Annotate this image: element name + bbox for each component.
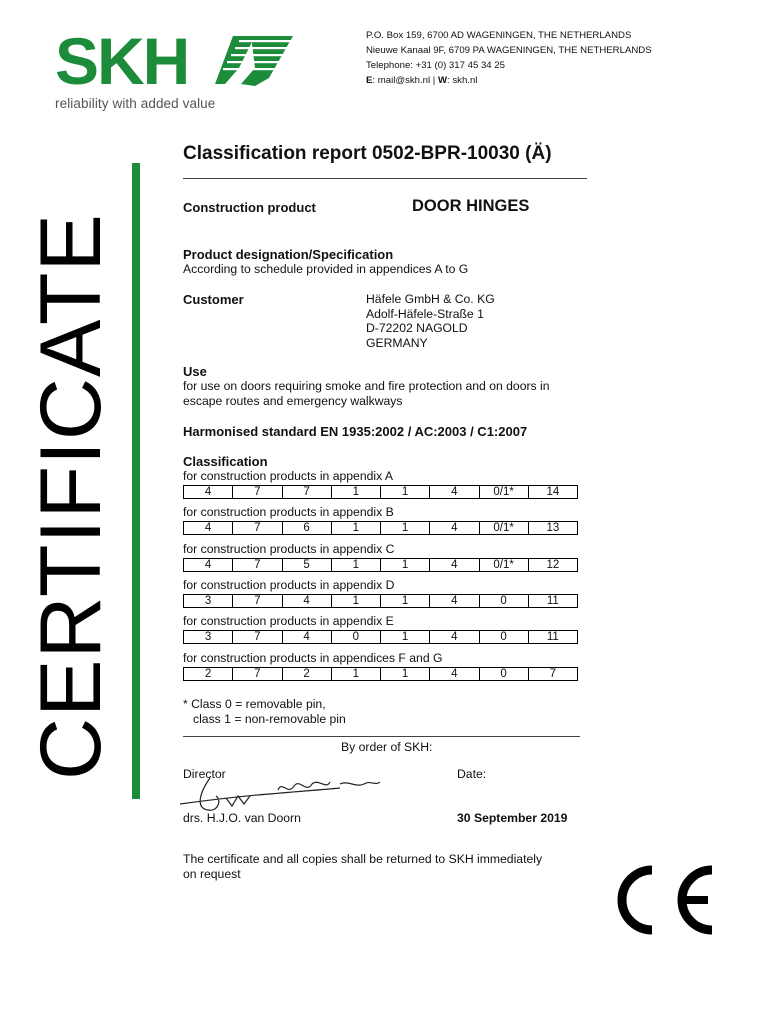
class-cell: 6 xyxy=(283,522,332,535)
address-line: Nieuwe Kanaal 9F, 6709 PA WAGENINGEN, THE NETHERLANDS xyxy=(366,45,652,56)
class-cell: 4 xyxy=(430,559,479,572)
class-cell: 0/1* xyxy=(480,486,529,499)
customer-address xyxy=(366,292,495,350)
class-cell: 1 xyxy=(332,559,381,572)
class-cell: 0 xyxy=(480,668,529,681)
skh-logo-mark xyxy=(215,36,297,86)
class-cell: 4 xyxy=(184,522,233,535)
classification-caption-a: for construction products in appendix A xyxy=(183,469,394,483)
notice-line: The certificate and all copies shall be returned to SKH immediately xyxy=(183,852,543,866)
vertical-certificate-title: CERTIFICATE xyxy=(23,213,119,780)
class-cell: 1 xyxy=(381,668,430,681)
class-cell: 0 xyxy=(332,631,381,644)
class-cell: 2 xyxy=(184,668,233,681)
order-line: By order of SKH: xyxy=(341,740,433,754)
class-cell: 4 xyxy=(430,522,479,535)
class-cell: 7 xyxy=(233,559,282,572)
address-block xyxy=(366,28,652,88)
customer-line: Adolf-Häfele-Straße 1 xyxy=(366,306,484,321)
classification-row-e xyxy=(183,630,578,644)
skh-logo xyxy=(55,28,300,98)
class-cell: 4 xyxy=(430,486,479,499)
customer-line: D-72202 NAGOLD xyxy=(366,321,468,335)
class-cell: 1 xyxy=(381,486,430,499)
class-cell: 4 xyxy=(430,595,479,608)
use-line: for use on doors requiring smoke and fire protection and on doors in xyxy=(183,379,550,393)
class-cell: 5 xyxy=(283,559,332,572)
customer-line: GERMANY xyxy=(366,335,428,350)
classification-row-c xyxy=(183,558,578,572)
class-cell: 1 xyxy=(381,559,430,572)
class-cell: 3 xyxy=(184,595,233,608)
class-cell: 0 xyxy=(480,631,529,644)
class-cell: 7 xyxy=(233,631,282,644)
page-title: Classification report 0502-BPR-10030 (Ä) xyxy=(183,143,552,164)
class-cell: 7 xyxy=(233,668,282,681)
class-cell: 4 xyxy=(430,668,479,681)
class-cell: 11 xyxy=(529,595,578,608)
director-label: Director xyxy=(183,767,226,781)
harmonised-standard: Harmonised standard EN 1935:2002 / AC:2003 / C1:2007 xyxy=(183,424,528,439)
class-cell: 1 xyxy=(381,522,430,535)
classification-caption-c: for construction products in appendix C xyxy=(183,542,395,556)
classification-caption-d: for construction products in appendix D xyxy=(183,578,395,592)
designation-value: According to schedule provided in appendices A to G xyxy=(183,262,469,276)
tagline: reliability with added value xyxy=(55,96,216,111)
email: : mail@skh.nl | xyxy=(372,75,438,86)
signature-rule xyxy=(183,736,580,737)
class-cell: 12 xyxy=(529,559,578,572)
classification-caption-b: for construction products in appendix B xyxy=(183,505,394,519)
class-cell: 3 xyxy=(184,631,233,644)
class-cell: 2 xyxy=(283,668,332,681)
class-cell: 4 xyxy=(430,631,479,644)
use-text xyxy=(183,379,550,408)
classification-row-d xyxy=(183,594,578,608)
class-cell: 14 xyxy=(529,486,578,499)
class-cell: 4 xyxy=(283,631,332,644)
class-cell: 1 xyxy=(332,668,381,681)
green-divider xyxy=(132,163,140,799)
title-rule xyxy=(183,178,587,179)
ce-mark-icon xyxy=(612,860,720,940)
classification-label: Classification xyxy=(183,454,268,469)
customer-line: Häfele GmbH & Co. KG xyxy=(366,292,495,306)
class-cell: 7 xyxy=(233,595,282,608)
use-label: Use xyxy=(183,364,207,379)
class-cell: 1 xyxy=(332,522,381,535)
notice-line: on request xyxy=(183,866,241,881)
class-cell: 1 xyxy=(332,486,381,499)
director-name: drs. H.J.O. van Doorn xyxy=(183,811,301,825)
class-cell: 11 xyxy=(529,631,578,644)
class-cell: 7 xyxy=(529,668,578,681)
address-line: Telephone: +31 (0) 317 45 34 25 xyxy=(366,60,505,71)
class-cell: 7 xyxy=(233,486,282,499)
designation-label: Product designation/Specification xyxy=(183,247,394,262)
class-cell: 7 xyxy=(233,522,282,535)
return-notice xyxy=(183,852,542,881)
classification-caption-e: for construction products in appendix E xyxy=(183,614,394,628)
customer-label: Customer xyxy=(183,292,244,307)
class-cell: 1 xyxy=(381,595,430,608)
web-label: W xyxy=(437,75,448,86)
class-cell: 4 xyxy=(184,559,233,572)
class-cell: 13 xyxy=(529,522,578,535)
footnote-line: * Class 0 = removable pin, xyxy=(183,697,326,711)
date-value: 30 September 2019 xyxy=(457,811,568,825)
construction-product-value: DOOR HINGES xyxy=(412,197,530,215)
classification-row-fg xyxy=(183,667,578,681)
web: : skh.nl xyxy=(447,75,478,86)
class-cell: 0/1* xyxy=(480,559,529,572)
contact-line xyxy=(366,73,652,88)
skh-logo-text: SKH xyxy=(55,28,189,98)
classification-row-b xyxy=(183,521,578,535)
class-cell: 7 xyxy=(283,486,332,499)
class-cell: 1 xyxy=(332,595,381,608)
class-cell: 4 xyxy=(283,595,332,608)
address-line: P.O. Box 159, 6700 AD WAGENINGEN, THE NETHERLANDS xyxy=(366,30,632,41)
class-cell: 0/1* xyxy=(480,522,529,535)
date-label: Date: xyxy=(457,767,487,781)
footnote xyxy=(183,697,346,726)
class-cell: 0 xyxy=(480,595,529,608)
classification-caption-fg: for construction products in appendices F and G xyxy=(183,651,443,665)
class-cell: 4 xyxy=(184,486,233,499)
footnote-line: class 1 = non-removable pin xyxy=(193,711,346,726)
construction-product-label: Construction product xyxy=(183,200,316,215)
email-label: E xyxy=(366,75,373,86)
use-line: escape routes and emergency walkways xyxy=(183,393,403,408)
classification-row-a xyxy=(183,485,578,499)
class-cell: 1 xyxy=(381,631,430,644)
